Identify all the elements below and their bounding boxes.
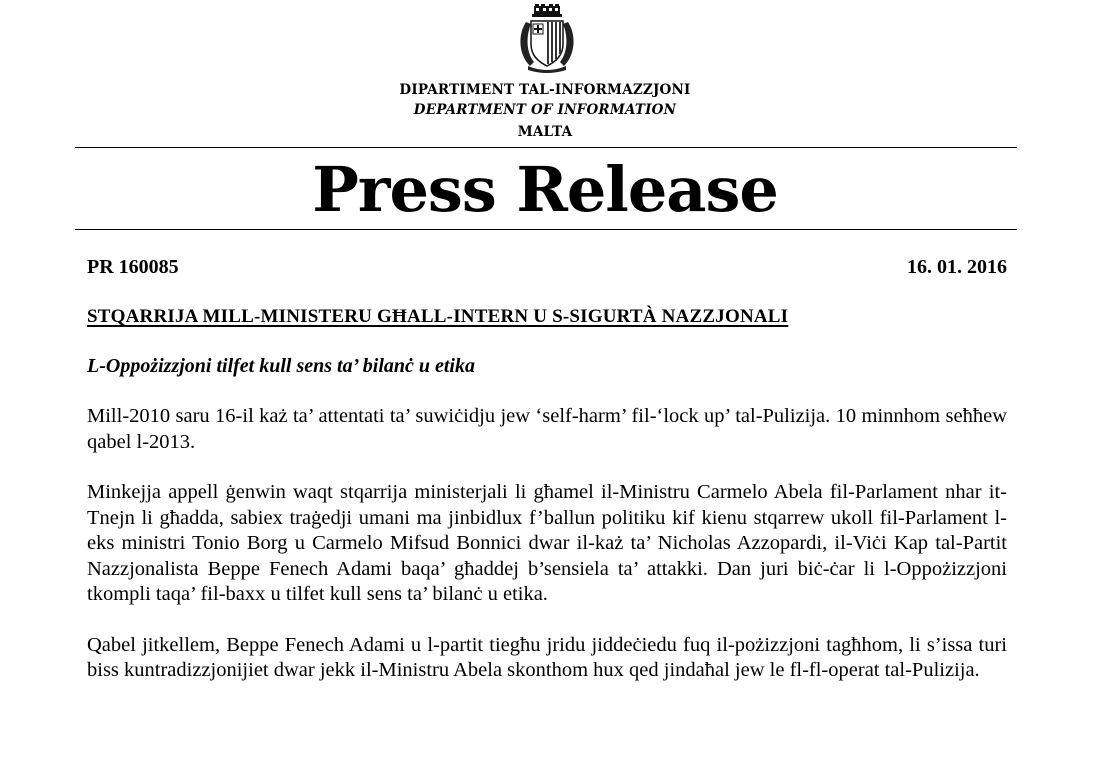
top-divider — [75, 147, 1017, 148]
bottom-divider — [75, 229, 1017, 230]
body-paragraph: Mill-2010 saru 16-il każ ta’ attentati ta’ suwiċidju jew ‘self-harm’ fil-‘lock up’ tal-Pulizija. 10 minnhom seħħew qabel l-2013. — [87, 405, 1007, 453]
department-name-maltese: DIPARTIMENT TAL-INFORMAZZJONI — [399, 82, 691, 98]
department-country: MALTA — [517, 124, 573, 140]
body-paragraph: Minkejja appell ġenwin waqt stqarrija ministerjali li għamel il-Ministru Carmelo Abela fil-Parlament nhar it-Tnejn li għadda, sabiex traġedji umani ma jinbidlux f’ballun politiku kif kienu stqarrew ukoll fil-Parlament l-eks ministri Tonio Borg u Carmelo Mifsud Bonnici dwar il-każ ta’ Nicholas Azzopardi, il-Viċi Kap tal-Partit Nazzjonalista Beppe Fenech Adami baqa’ għaddej b’sensiela ta’ attakki. Dan juri biċ-ċar li l-Oppożizzjoni tkompli taqa’ fil-baxx u tilfet kull sens ta’ bilanċ u etika. — [87, 481, 1007, 605]
malta-coat-of-arms-icon — [516, 4, 578, 76]
release-reference: PR 160085 — [87, 256, 179, 278]
body-paragraph: Qabel jitkellem, Beppe Fenech Adami u l-partit tiegħu jridu jiddeċiedu fuq il-pożizzjoni tagħhom, li s’issa turi biss kuntradizzjonijiet dwar jekk il-Ministru Abela skonthom hux qed jindaħal jew le fl-fl-operat tal-Pulizija. — [87, 633, 1007, 681]
release-date: 16. 01. 2016 — [907, 256, 1007, 278]
release-subheadline: L-Oppożizzjoni tilfet kull sens ta’ bilanċ u etika — [87, 355, 475, 377]
document-title: Press Release — [312, 153, 778, 226]
release-headline: STQARRIJA MILL-MINISTERU GĦALL-INTERN U S-SIGURTÀ NAZZJONALI — [87, 306, 789, 327]
release-body — [87, 404, 1007, 709]
department-name-english: DEPARTMENT OF INFORMATION — [413, 102, 677, 118]
